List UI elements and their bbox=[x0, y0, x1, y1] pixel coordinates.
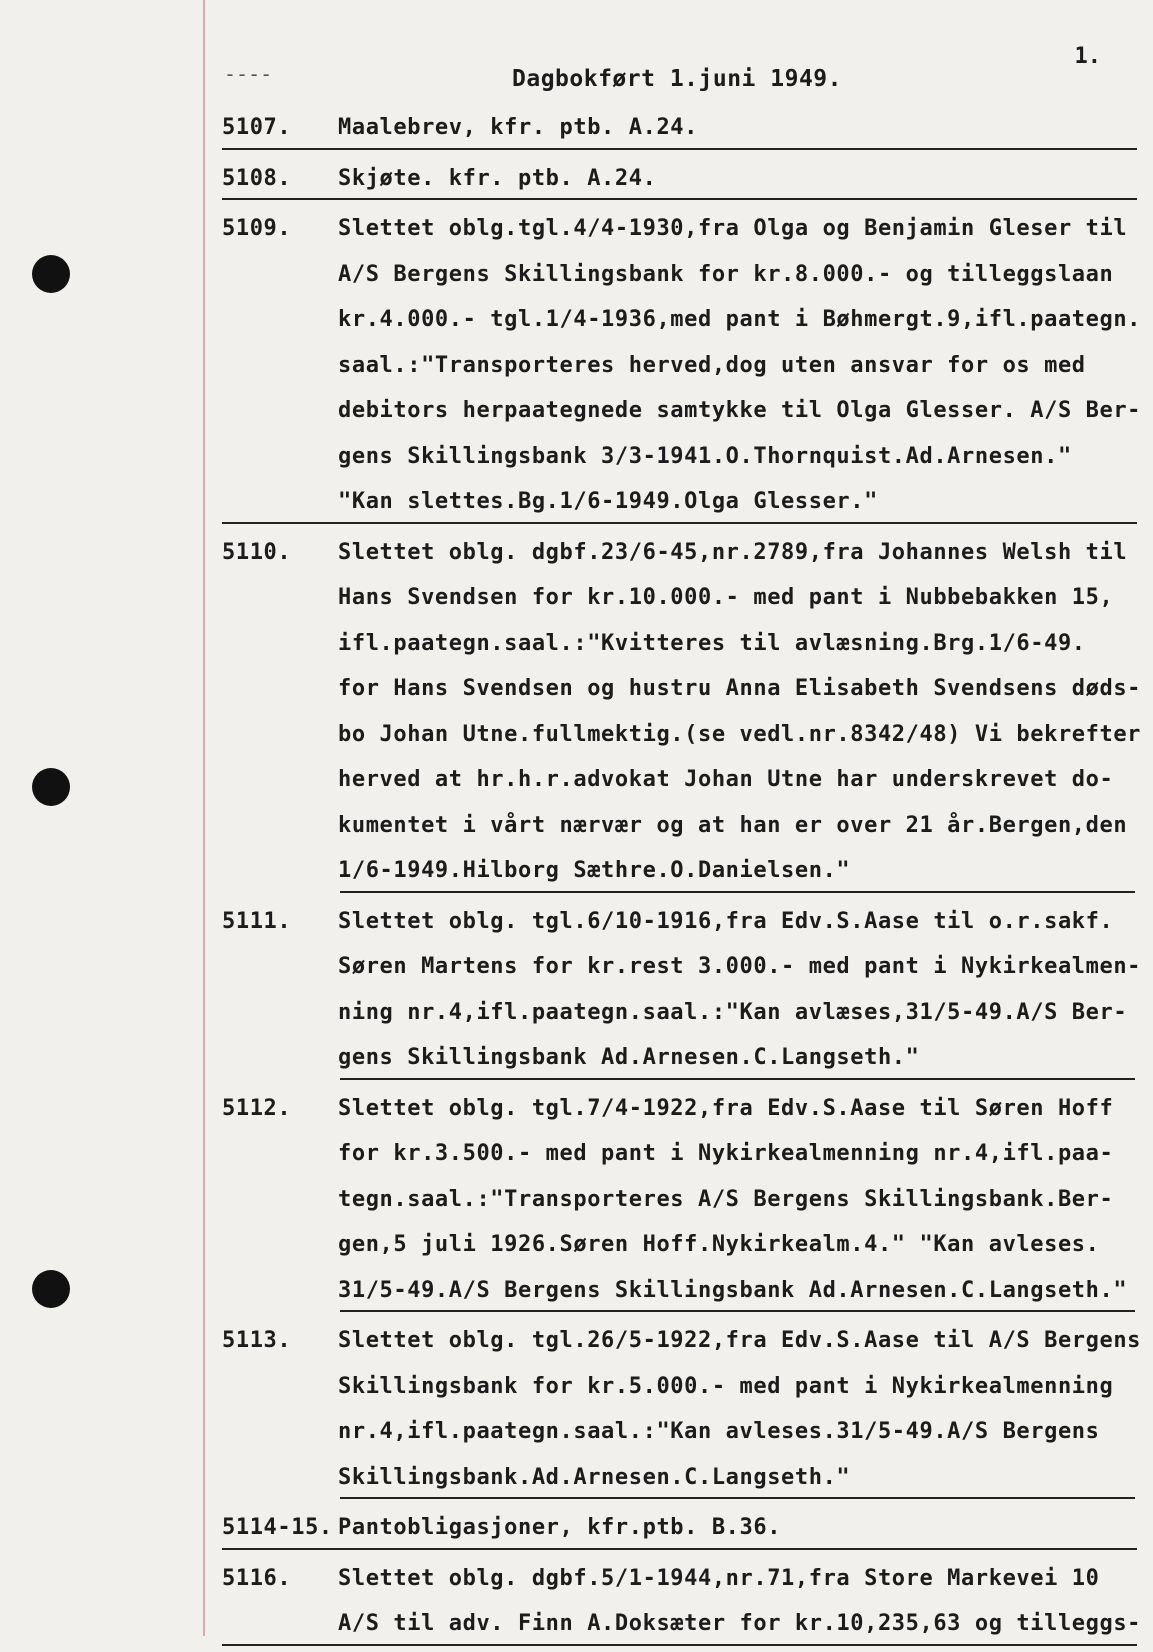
entries-list bbox=[0, 105, 1153, 1652]
entry-text-line: nr.4,ifl.paategn.saal.:"Kan avleses.31/5-49.A/S Bergens bbox=[338, 1419, 1100, 1444]
journal-entry bbox=[0, 105, 1153, 150]
entry-row bbox=[0, 1556, 1153, 1602]
entry-row bbox=[0, 1177, 1153, 1223]
entry-number: 5114-15. bbox=[222, 1515, 333, 1540]
entry-row bbox=[0, 252, 1153, 298]
entry-text-line: Søren Martens for kr.rest 3.000.- med pant i Nykirkealmen- bbox=[338, 954, 1142, 979]
entry-text-line: for kr.3.500.- med pant i Nykirkealmenning nr.4,ifl.paa- bbox=[338, 1141, 1114, 1166]
entry-text-line: Slettet oblg. dgbf.23/6-45,nr.2789,fra Johannes Welsh til bbox=[338, 539, 1128, 565]
entry-text-line: Slettet oblg. tgl.6/10-1916,fra Edv.S.Aase til o.r.sakf. bbox=[338, 908, 1114, 934]
entry-row bbox=[0, 1409, 1153, 1455]
entry-text-line: kumentet i vårt nærvær og at han er over 21 år.Bergen,den bbox=[338, 812, 1128, 838]
entry-row bbox=[0, 1035, 1153, 1081]
entry-text-line: debitors herpaategnede samtykke til Olga Glesser. A/S Ber- bbox=[338, 398, 1142, 423]
entry-row bbox=[0, 990, 1153, 1036]
entry-text-line: ifl.paategn.saal.:"Kvitteres til avlæsning.Brg.1/6-49. bbox=[338, 630, 1086, 656]
entry-row bbox=[0, 944, 1153, 990]
entry-row bbox=[0, 1222, 1153, 1268]
entry-row bbox=[0, 621, 1153, 667]
entry-row bbox=[0, 712, 1153, 758]
entry-number: 5116. bbox=[222, 1565, 292, 1591]
entry-number: 5111. bbox=[222, 908, 292, 934]
entry-row bbox=[0, 343, 1153, 389]
entry-text-line: bo Johan Utne.fullmektig.(se vedl.nr.8342/48) Vi bekrefter bbox=[338, 721, 1142, 747]
journal-entry bbox=[0, 899, 1153, 1080]
journal-entry bbox=[0, 1318, 1153, 1499]
entry-row bbox=[0, 757, 1153, 803]
entry-number: 5108. bbox=[222, 165, 292, 191]
entry-text-line: Slettet oblg.tgl.4/4-1930,fra Olga og Benjamin Gleser til bbox=[338, 216, 1128, 241]
entry-text-line: for Hans Svendsen og hustru Anna Elisabeth Svendsens døds- bbox=[338, 676, 1142, 701]
entry-row bbox=[0, 1131, 1153, 1177]
entry-text-line: A/S Bergens Skillingsbank for kr.8.000.- og tilleggslaan bbox=[338, 261, 1114, 287]
entry-text-line: Pantobligasjoner, kfr.ptb. B.36. bbox=[338, 1515, 782, 1540]
entry-row bbox=[0, 666, 1153, 712]
entry-row bbox=[0, 1318, 1153, 1364]
entry-row bbox=[0, 206, 1153, 252]
entry-text-line: Skillingsbank.Ad.Arnesen.C.Langseth." bbox=[338, 1464, 851, 1490]
entry-text-line: "Kan slettes.Bg.1/6-1949.Olga Glesser." bbox=[338, 489, 878, 514]
entry-text-line: Hans Svendsen for kr.10.000.- med pant i Nubbebakken 15, bbox=[338, 585, 1114, 610]
journal-entry bbox=[0, 156, 1153, 201]
entry-text-line: kr.4.000.- tgl.1/4-1936,med pant i Bøhmergt.9,ifl.paategn. bbox=[338, 307, 1142, 332]
entry-row bbox=[0, 1086, 1153, 1132]
entry-text-line: gen,5 juli 1926.Søren Hoff.Nykirkealm.4." "Kan avleses. bbox=[338, 1232, 1100, 1257]
entry-text-line: gens Skillingsbank 3/3-1941.O.Thornquist.Ad.Arnesen." bbox=[338, 443, 1072, 469]
entry-number: 5112. bbox=[222, 1095, 292, 1121]
header-dash: ---- bbox=[224, 62, 273, 86]
entry-text-line: Maalebrev, kfr. ptb. A.24. bbox=[338, 115, 698, 140]
entry-text-line: Skjøte. kfr. ptb. A.24. bbox=[338, 165, 657, 191]
entry-text-line: Slettet oblg. dgbf.5/1-1944,nr.71,fra Store Markevei 10 bbox=[338, 1565, 1100, 1591]
page-title: Dagbokført 1.juni 1949. bbox=[512, 66, 842, 92]
entry-number: 5109. bbox=[222, 216, 292, 241]
entry-row bbox=[0, 297, 1153, 343]
entry-row bbox=[0, 899, 1153, 945]
entry-row bbox=[0, 105, 1153, 151]
journal-entry bbox=[0, 1086, 1153, 1313]
entry-text-line: 1/6-1949.Hilborg Sæthre.O.Danielsen." bbox=[338, 858, 851, 883]
entry-row bbox=[0, 434, 1153, 480]
entry-number: 5113. bbox=[222, 1328, 292, 1353]
entry-row bbox=[0, 156, 1153, 202]
journal-entry bbox=[0, 206, 1153, 524]
entry-text-line: herved at hr.h.r.advokat Johan Utne har underskrevet do- bbox=[338, 767, 1114, 792]
journal-entry bbox=[0, 1556, 1153, 1646]
entry-row bbox=[0, 848, 1153, 894]
journal-entry bbox=[0, 530, 1153, 893]
entry-row bbox=[0, 479, 1153, 525]
journal-entry bbox=[0, 1505, 1153, 1550]
entry-row bbox=[0, 1505, 1153, 1551]
entry-text-line: Slettet oblg. tgl.7/4-1922,fra Edv.S.Aase til Søren Hoff bbox=[338, 1095, 1114, 1121]
entry-row bbox=[0, 1364, 1153, 1410]
entry-number: 5107. bbox=[222, 115, 292, 140]
entry-row bbox=[0, 575, 1153, 621]
entry-row bbox=[0, 530, 1153, 576]
entry-text-line: A/S til adv. Finn A.Doksæter for kr.10,235,63 og tilleggs- bbox=[338, 1611, 1142, 1636]
entry-text-line: saal.:"Transporteres herved,dog uten ansvar for os med bbox=[338, 352, 1086, 378]
entry-text-line: 31/5-49.A/S Bergens Skillingsbank Ad.Arnesen.C.Langseth." bbox=[338, 1277, 1128, 1303]
entry-text-line: ning nr.4,ifl.paategn.saal.:"Kan avlæses,31/5-49.A/S Ber- bbox=[338, 999, 1128, 1025]
entry-row bbox=[0, 388, 1153, 434]
entry-number: 5110. bbox=[222, 539, 292, 565]
entry-row bbox=[0, 1601, 1153, 1647]
entry-text-line: gens Skillingsbank Ad.Arnesen.C.Langseth." bbox=[338, 1045, 920, 1070]
entry-row bbox=[0, 803, 1153, 849]
entry-row bbox=[0, 1268, 1153, 1314]
page-number: 1. bbox=[1074, 44, 1101, 69]
entry-text-line: Skillingsbank for kr.5.000.- med pant i Nykirkealmenning bbox=[338, 1373, 1114, 1399]
entry-row bbox=[0, 1455, 1153, 1501]
entry-text-line: tegn.saal.:"Transporteres A/S Bergens Skillingsbank.Ber- bbox=[338, 1186, 1114, 1212]
entry-text-line: Slettet oblg. tgl.26/5-1922,fra Edv.S.Aase til A/S Bergens bbox=[338, 1328, 1142, 1353]
